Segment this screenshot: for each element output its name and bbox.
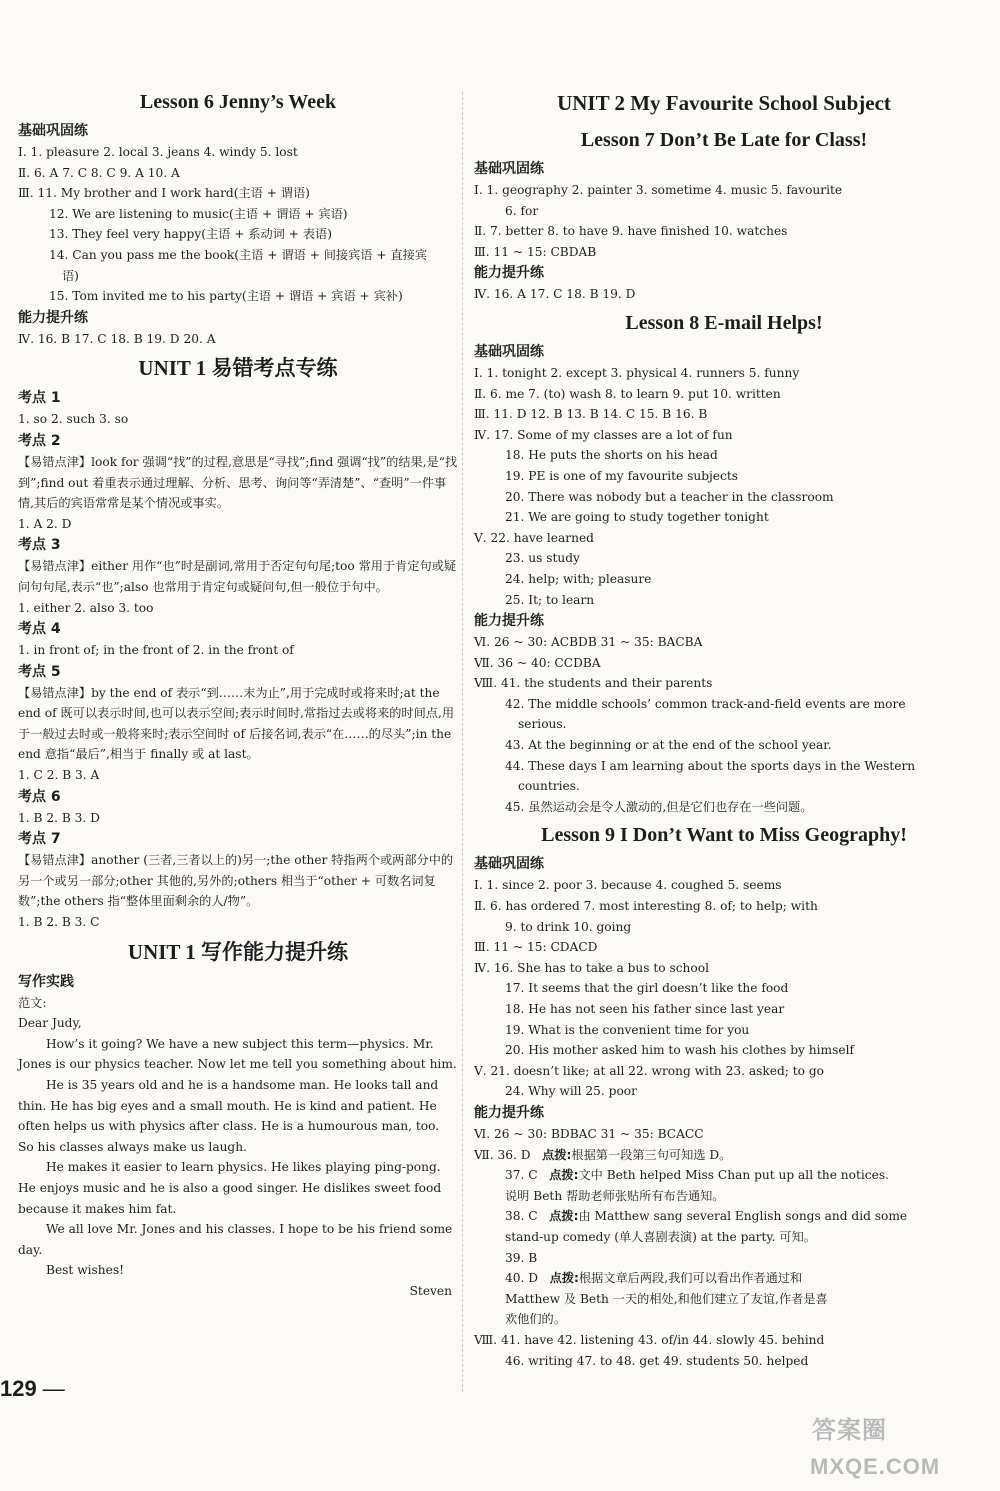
answer-line: Ⅴ. 22. have learned <box>474 530 594 545</box>
answer-line: 1. C 2. B 3. A <box>18 768 100 783</box>
ability-section-title: 能力提升练 <box>18 309 88 326</box>
basic-section-title: 基础巩固练 <box>474 856 544 873</box>
left-column <box>18 84 458 1302</box>
column-divider <box>462 92 463 1392</box>
kaodian-title: 考点 3 <box>18 537 61 554</box>
answer-line: 17. It seems that the girl doesn’t like the food <box>505 981 789 996</box>
answer-line: Ⅱ. 6. A 7. C 8. C 9. A 10. A <box>18 165 180 180</box>
answer-line: Ⅳ. 17. Some of my classes are a lot of fun <box>474 427 733 442</box>
answer-line: 18. He puts the shorts on his head <box>505 448 718 463</box>
letter-greeting: Dear Judy, <box>18 1016 82 1031</box>
answer-line: Ⅲ. 11 ~ 15: CBDAB <box>474 244 597 259</box>
answer-line: Ⅲ. 11. My brother and I work hard(主语 + 谓语) <box>18 186 310 201</box>
answer-line: 42. The middle schools’ common track-and-field events are more <box>505 696 906 711</box>
answer-line: 1. B 2. B 3. D <box>18 810 100 825</box>
answer-line: Ⅲ. 11 ~ 15: CDACD <box>474 940 598 955</box>
letter-signature: Steven <box>409 1283 452 1298</box>
answer-line: Ⅵ. 26 ~ 30: ACBDB 31 ~ 35: BACBA <box>474 635 703 650</box>
answer-line: 38. C 点拨:由 Matthew sang several English songs and did some <box>505 1209 908 1224</box>
answer-line: 24. help; with; pleasure <box>505 571 652 586</box>
unit1-writing-title: UNIT 1 写作能力提升练 <box>127 939 349 964</box>
answer-line: Ⅴ. 21. doesn’t like; at all 22. wrong with 23. asked; to go <box>474 1063 824 1078</box>
answer-line: 1. A 2. D <box>18 516 72 531</box>
lesson6-title: Lesson 6 Jenny’s Week <box>139 91 337 113</box>
answer-line: 18. He has not seen his father since last year <box>505 1002 785 1016</box>
answer-line: Ⅷ. 41. have 42. listening 43. of/in 44. slowly 45. behind <box>474 1332 825 1347</box>
answer-line: Ⅱ. 7. better 8. to have 9. have finished 10. watches <box>474 224 788 239</box>
unit2-title: UNIT 2 My Favourite School Subject <box>557 91 891 115</box>
answer-line: 37. C 点拨:文中 Beth helped Miss Chan put up all the notices. <box>505 1168 889 1183</box>
answer-line: Ⅵ. 26 ~ 30: BDBAC 31 ~ 35: BCACC <box>474 1126 704 1141</box>
answer-line: 24. Why will 25. poor <box>505 1084 637 1099</box>
kaodian-title: 考点 7 <box>18 831 61 848</box>
answer-line: Matthew 及 Beth 一天的相处,和他们建立了友谊,作者是喜 <box>505 1291 828 1306</box>
tip-paragraph: 【易错点津】by the end of 表示“到……末为止”,用于完成时或将来时;at the end of 既可以表示时间,也可以表示空间;表示时间时,常指过去或将来的时间点,用于一般过去时或一般将来时;表示空间时 of 后接名词,表示“在……的尽头”;in the end 意指“最后”,相当于 finally 或 at last。 <box>18 685 455 762</box>
answer-line: 21. We are going to study together tonight <box>505 510 769 525</box>
answer-line: 1. in front of; in the front of 2. in the front of <box>18 643 294 658</box>
answer-line: 15. Tom invited me to his party(主语 + 谓语 + 宾语 + 宾补) <box>49 289 403 304</box>
answer-line: Ⅰ. 1. pleasure 2. local 3. jeans 4. windy 5. lost <box>18 145 298 159</box>
ability-section-title: 能力提升练 <box>474 613 544 630</box>
page-number: 129 — <box>0 1376 65 1401</box>
lesson7-title: Lesson 7 Don’t Be Late for Class! <box>580 129 868 151</box>
lesson8-title: Lesson 8 E-mail Helps! <box>625 311 823 334</box>
answer-line: Ⅲ. 11. D 12. B 13. B 14. C 15. B 16. B <box>474 407 708 422</box>
letter-paragraph: We all love Mr. Jones and his classes. I hope to be his friend some day. <box>18 1222 453 1257</box>
answer-line: 12. We are listening to music(主语 + 谓语 + 宾语) <box>49 206 348 221</box>
basic-section-title: 基础巩固练 <box>474 161 544 177</box>
answer-line: Ⅰ. 1. geography 2. painter 3. sometime 4. music 5. favourite <box>474 183 843 197</box>
answer-line: Ⅰ. 1. since 2. poor 3. because 4. coughed 5. seems <box>474 878 782 893</box>
answer-line: Ⅷ. 41. the students and their parents <box>474 676 713 691</box>
answer-line: 20. His mother asked him to wash his clothes by himself <box>505 1043 854 1058</box>
answer-line: 19. PE is one of my favourite subjects <box>505 468 738 483</box>
basic-section-title: 基础巩固练 <box>474 343 544 360</box>
letter-paragraph: He is 35 years old and he is a handsome man. He looks tall and thin. He has big eyes and a small mouth. He is kind and patient. He often helps us with physics after class. He is a humourous man, too. So his classes always make us laugh. <box>18 1078 440 1154</box>
answer-line: 25. It; to learn <box>505 592 595 607</box>
answer-line: 45. 虽然运动会是令人激动的,但是它们也存在一些问题。 <box>505 799 813 814</box>
watermark-cn: 答案圈 <box>812 1417 887 1444</box>
tip-label: 点拨: <box>549 1168 579 1183</box>
answer-line: Ⅳ. 16. She has to take a bus to school <box>474 960 709 975</box>
unit1-error-title: UNIT 1 易错考点专练 <box>138 356 338 381</box>
kaodian-title: 考点 1 <box>18 390 61 407</box>
answer-line: 1. B 2. B 3. C <box>18 915 100 930</box>
answer-line: 14. Can you pass me the book(主语 + 谓语 + 间接宾语 + 直接宾 <box>49 247 428 262</box>
tip-paragraph: 【易错点津】another (三者,三者以上的)另一;the other 特指两个或两部分中的另一个或另一部分;other 其他的,另外的;others 相当于“other + 可数名词复数”;the others 指“整体里面剩余的人/物”。 <box>18 853 454 909</box>
writing-practice-title: 写作实践 <box>18 973 74 990</box>
answer-line: 43. At the beginning or at the end of the school year. <box>505 738 832 753</box>
answer-line: stand-up comedy (单人喜剧表演) at the party. 可知。 <box>505 1229 816 1244</box>
answer-line: 语) <box>62 268 79 283</box>
answer-line: 39. B <box>505 1250 538 1265</box>
answer-line: Ⅳ. 16. B 17. C 18. B 19. D 20. A <box>18 331 216 346</box>
answer-line: 44. These days I am learning about the sports days in the Western <box>505 758 916 773</box>
answer-line: 19. What is the convenient time for you <box>505 1022 750 1037</box>
answer-line: 9. to drink 10. going <box>505 919 632 934</box>
answer-line: 1. either 2. also 3. too <box>18 600 154 615</box>
answer-line: Ⅱ. 6. has ordered 7. most interesting 8. of; to help; with <box>474 899 818 914</box>
ability-section-title: 能力提升练 <box>474 265 544 282</box>
letter-closing: Best wishes! <box>46 1263 124 1278</box>
answer-line: countries. <box>518 779 580 794</box>
answer-line: 20. There was nobody but a teacher in the classroom <box>505 489 834 504</box>
tip-label: 点拨: <box>549 1209 579 1224</box>
tip-label: 点拨: <box>549 1271 579 1286</box>
watermark-url: MXQE.COM <box>810 1454 941 1479</box>
answer-line: 欢他们的。 <box>505 1312 566 1327</box>
tip-paragraph: 【易错点津】look for 强调“找”的过程,意思是“寻找”;find 强调“找”的结果,是“找到”;find out 着重表示通过理解、分析、思考、询问等“弄清楚”、“查明”一件事情,其后的宾语常常是某个情况或事实。 <box>18 454 458 511</box>
answer-line: Ⅱ. 6. me 7. (to) wash 8. to learn 9. put 10. written <box>474 386 781 401</box>
answer-line: Ⅳ. 16. A 17. C 18. B 19. D <box>474 287 636 302</box>
tip-paragraph: 【易错点津】either 用作“也”时是副词,常用于否定句句尾;too 常用于肯定句或疑问句句尾,表示“也”;also 也常用于肯定句或疑问句,但一般位于句中。 <box>18 559 457 594</box>
kaodian-title: 考点 4 <box>18 621 61 638</box>
answer-line: 40. D 点拨:根据文章后两段,我们可以看出作者通过和 <box>505 1271 803 1286</box>
kaodian-title: 考点 2 <box>18 432 61 449</box>
basic-section-title: 基础巩固练 <box>18 123 88 139</box>
tip-label: 点拨: <box>542 1147 572 1162</box>
kaodian-title: 考点 5 <box>18 663 61 680</box>
kaodian-title: 考点 6 <box>18 788 61 805</box>
letter-paragraph: He makes it easier to learn physics. He likes playing ping-pong. He enjoys music and he is also a good singer. He dislikes sweet food because it makes him fat. <box>18 1160 442 1216</box>
answer-line: Ⅶ. 36. D 点拨:根据第一段第三句可知选 D。 <box>474 1147 732 1162</box>
right-column <box>474 84 974 1371</box>
answer-line: Ⅰ. 1. tonight 2. except 3. physical 4. runners 5. funny <box>474 365 800 380</box>
watermark-logo <box>800 1404 990 1484</box>
answer-line: 说明 Beth 帮助老师张贴所有布告通知。 <box>505 1188 725 1203</box>
answer-line: 6. for <box>505 203 539 218</box>
answer-line: 46. writing 47. to 48. get 49. students 50. helped <box>505 1353 809 1368</box>
letter-paragraph: How’s it going? We have a new subject this term—physics. Mr. Jones is our physics teacher. Now let me tell you something about him. <box>18 1036 457 1072</box>
answer-line: 23. us study <box>505 551 580 566</box>
answer-line: 1. so 2. such 3. so <box>18 412 129 427</box>
sample-label: 范文: <box>18 995 47 1010</box>
lesson9-title: Lesson 9 I Don’t Want to Miss Geography! <box>541 824 907 847</box>
ability-section-title: 能力提升练 <box>474 1104 544 1121</box>
answer-line: 13. They feel very happy(主语 + 系动词 + 表语) <box>49 227 332 242</box>
answer-line: Ⅶ. 36 ~ 40: CCDBA <box>474 655 601 670</box>
answer-line: serious. <box>518 717 567 732</box>
